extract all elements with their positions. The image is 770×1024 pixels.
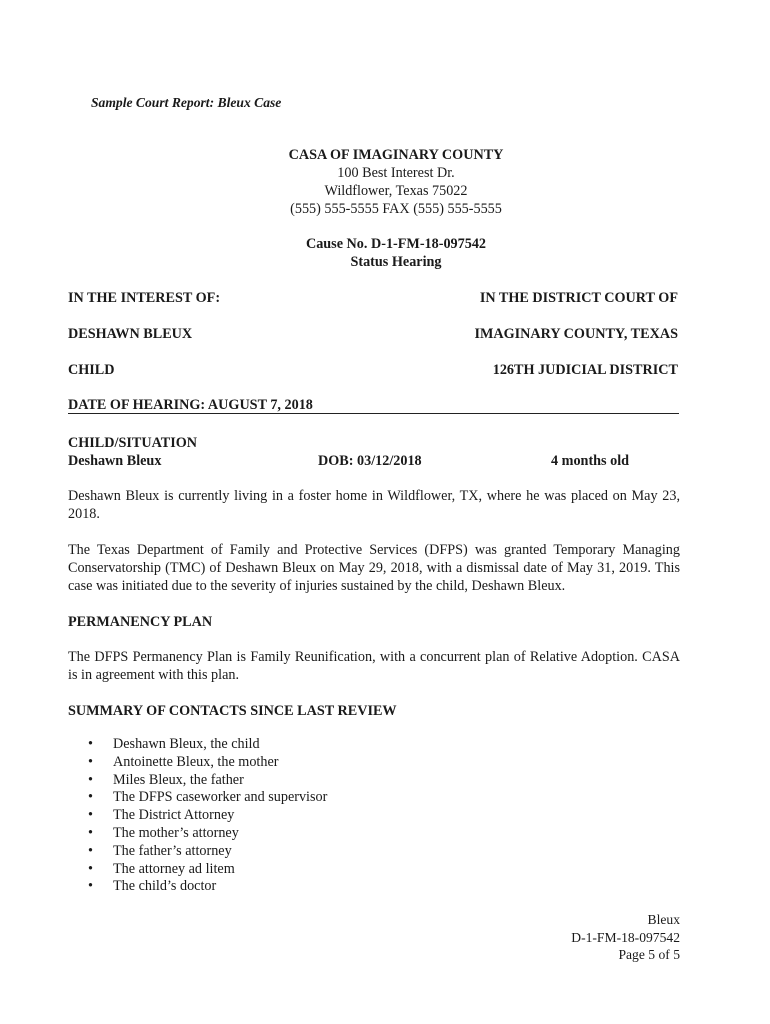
contact-label: Miles Bleux, the father xyxy=(113,771,244,788)
child-situation-heading: CHILD/SITUATION xyxy=(68,435,198,451)
contact-label: The DFPS caseworker and supervisor xyxy=(113,789,328,806)
org-address-line2: Wildflower, Texas 75022 xyxy=(324,183,468,199)
bullet-icon: • xyxy=(88,771,93,788)
list-item xyxy=(68,825,327,843)
child-situation-paragraph-1: Deshawn Bleux is currently living in a foster home in Wildflower, TX, where he was placed on May 23, 2018. xyxy=(68,488,680,522)
org-name: CASA OF IMAGINARY COUNTY xyxy=(288,147,504,163)
child-age: 4 months old xyxy=(551,453,630,469)
child-name: Deshawn Bleux xyxy=(68,453,162,469)
contacts-heading: SUMMARY OF CONTACTS SINCE LAST REVIEW xyxy=(68,703,397,719)
contact-label: The attorney ad litem xyxy=(113,860,235,877)
footer-cause-number: D-1-FM-18-097542 xyxy=(571,929,680,945)
bullet-icon: • xyxy=(88,736,93,752)
bullet-icon: • xyxy=(88,789,93,806)
list-item xyxy=(68,789,327,807)
contact-label: Antoinette Bleux, the mother xyxy=(113,753,279,770)
list-item xyxy=(68,843,327,861)
section-divider xyxy=(68,413,679,414)
list-item xyxy=(68,754,327,772)
bullet-icon: • xyxy=(88,807,93,824)
bullet-icon: • xyxy=(88,824,93,841)
contact-label: The child’s doctor xyxy=(113,878,217,895)
caption-interest-of: IN THE INTEREST OF: xyxy=(68,290,221,306)
list-item xyxy=(68,736,327,754)
hearing-date: DATE OF HEARING: AUGUST 7, 2018 xyxy=(68,397,313,413)
org-address-line1: 100 Best Interest Dr. xyxy=(337,165,455,181)
list-item xyxy=(68,772,327,790)
org-phone-fax: (555) 555-5555 FAX (555) 555-5555 xyxy=(290,201,502,217)
hearing-type: Status Hearing xyxy=(350,254,442,270)
document-header-title: Sample Court Report: Bleux Case xyxy=(91,95,282,110)
bullet-icon: • xyxy=(88,860,93,877)
permanency-plan-text: The DFPS Permanency Plan is Family Reunification, with a concurrent plan of Relative Adoption. CASA is in agreement with this plan. xyxy=(68,649,680,683)
child-situation-paragraph-2: The Texas Department of Family and Protective Services (DFPS) was granted Temporary Managing Conservatorship (TMC) of Deshawn Bleux on May 29, 2018, with a dismissal date of May 31, 2019. This case was initiated due to the severity of injuries sustained by the child, Deshawn Bleux. xyxy=(68,542,680,594)
contacts-list xyxy=(68,736,327,896)
child-dob: DOB: 03/12/2018 xyxy=(318,453,422,469)
caption-child-name: DESHAWN BLEUX xyxy=(68,326,193,342)
permanency-plan-heading: PERMANENCY PLAN xyxy=(68,614,213,630)
footer-name: Bleux xyxy=(647,912,680,927)
contact-label: The District Attorney xyxy=(113,807,235,824)
list-item xyxy=(68,861,327,879)
contact-label: Deshawn Bleux, the child xyxy=(113,736,260,752)
footer-page-number: Page 5 of 5 xyxy=(618,947,680,962)
contact-label: The father’s attorney xyxy=(113,842,232,859)
contact-label: The mother’s attorney xyxy=(113,824,239,841)
caption-judicial-district: 126TH JUDICIAL DISTRICT xyxy=(492,362,678,378)
list-item xyxy=(68,807,327,825)
caption-child-label: CHILD xyxy=(68,362,115,378)
caption-county: IMAGINARY COUNTY, TEXAS xyxy=(474,326,678,342)
cause-number: Cause No. D-1-FM-18-097542 xyxy=(305,236,487,252)
page-footer xyxy=(571,911,680,964)
caption-district-court: IN THE DISTRICT COURT OF xyxy=(479,290,678,306)
bullet-icon: • xyxy=(88,878,93,895)
bullet-icon: • xyxy=(88,753,93,770)
list-item xyxy=(68,878,327,896)
bullet-icon: • xyxy=(88,842,93,859)
